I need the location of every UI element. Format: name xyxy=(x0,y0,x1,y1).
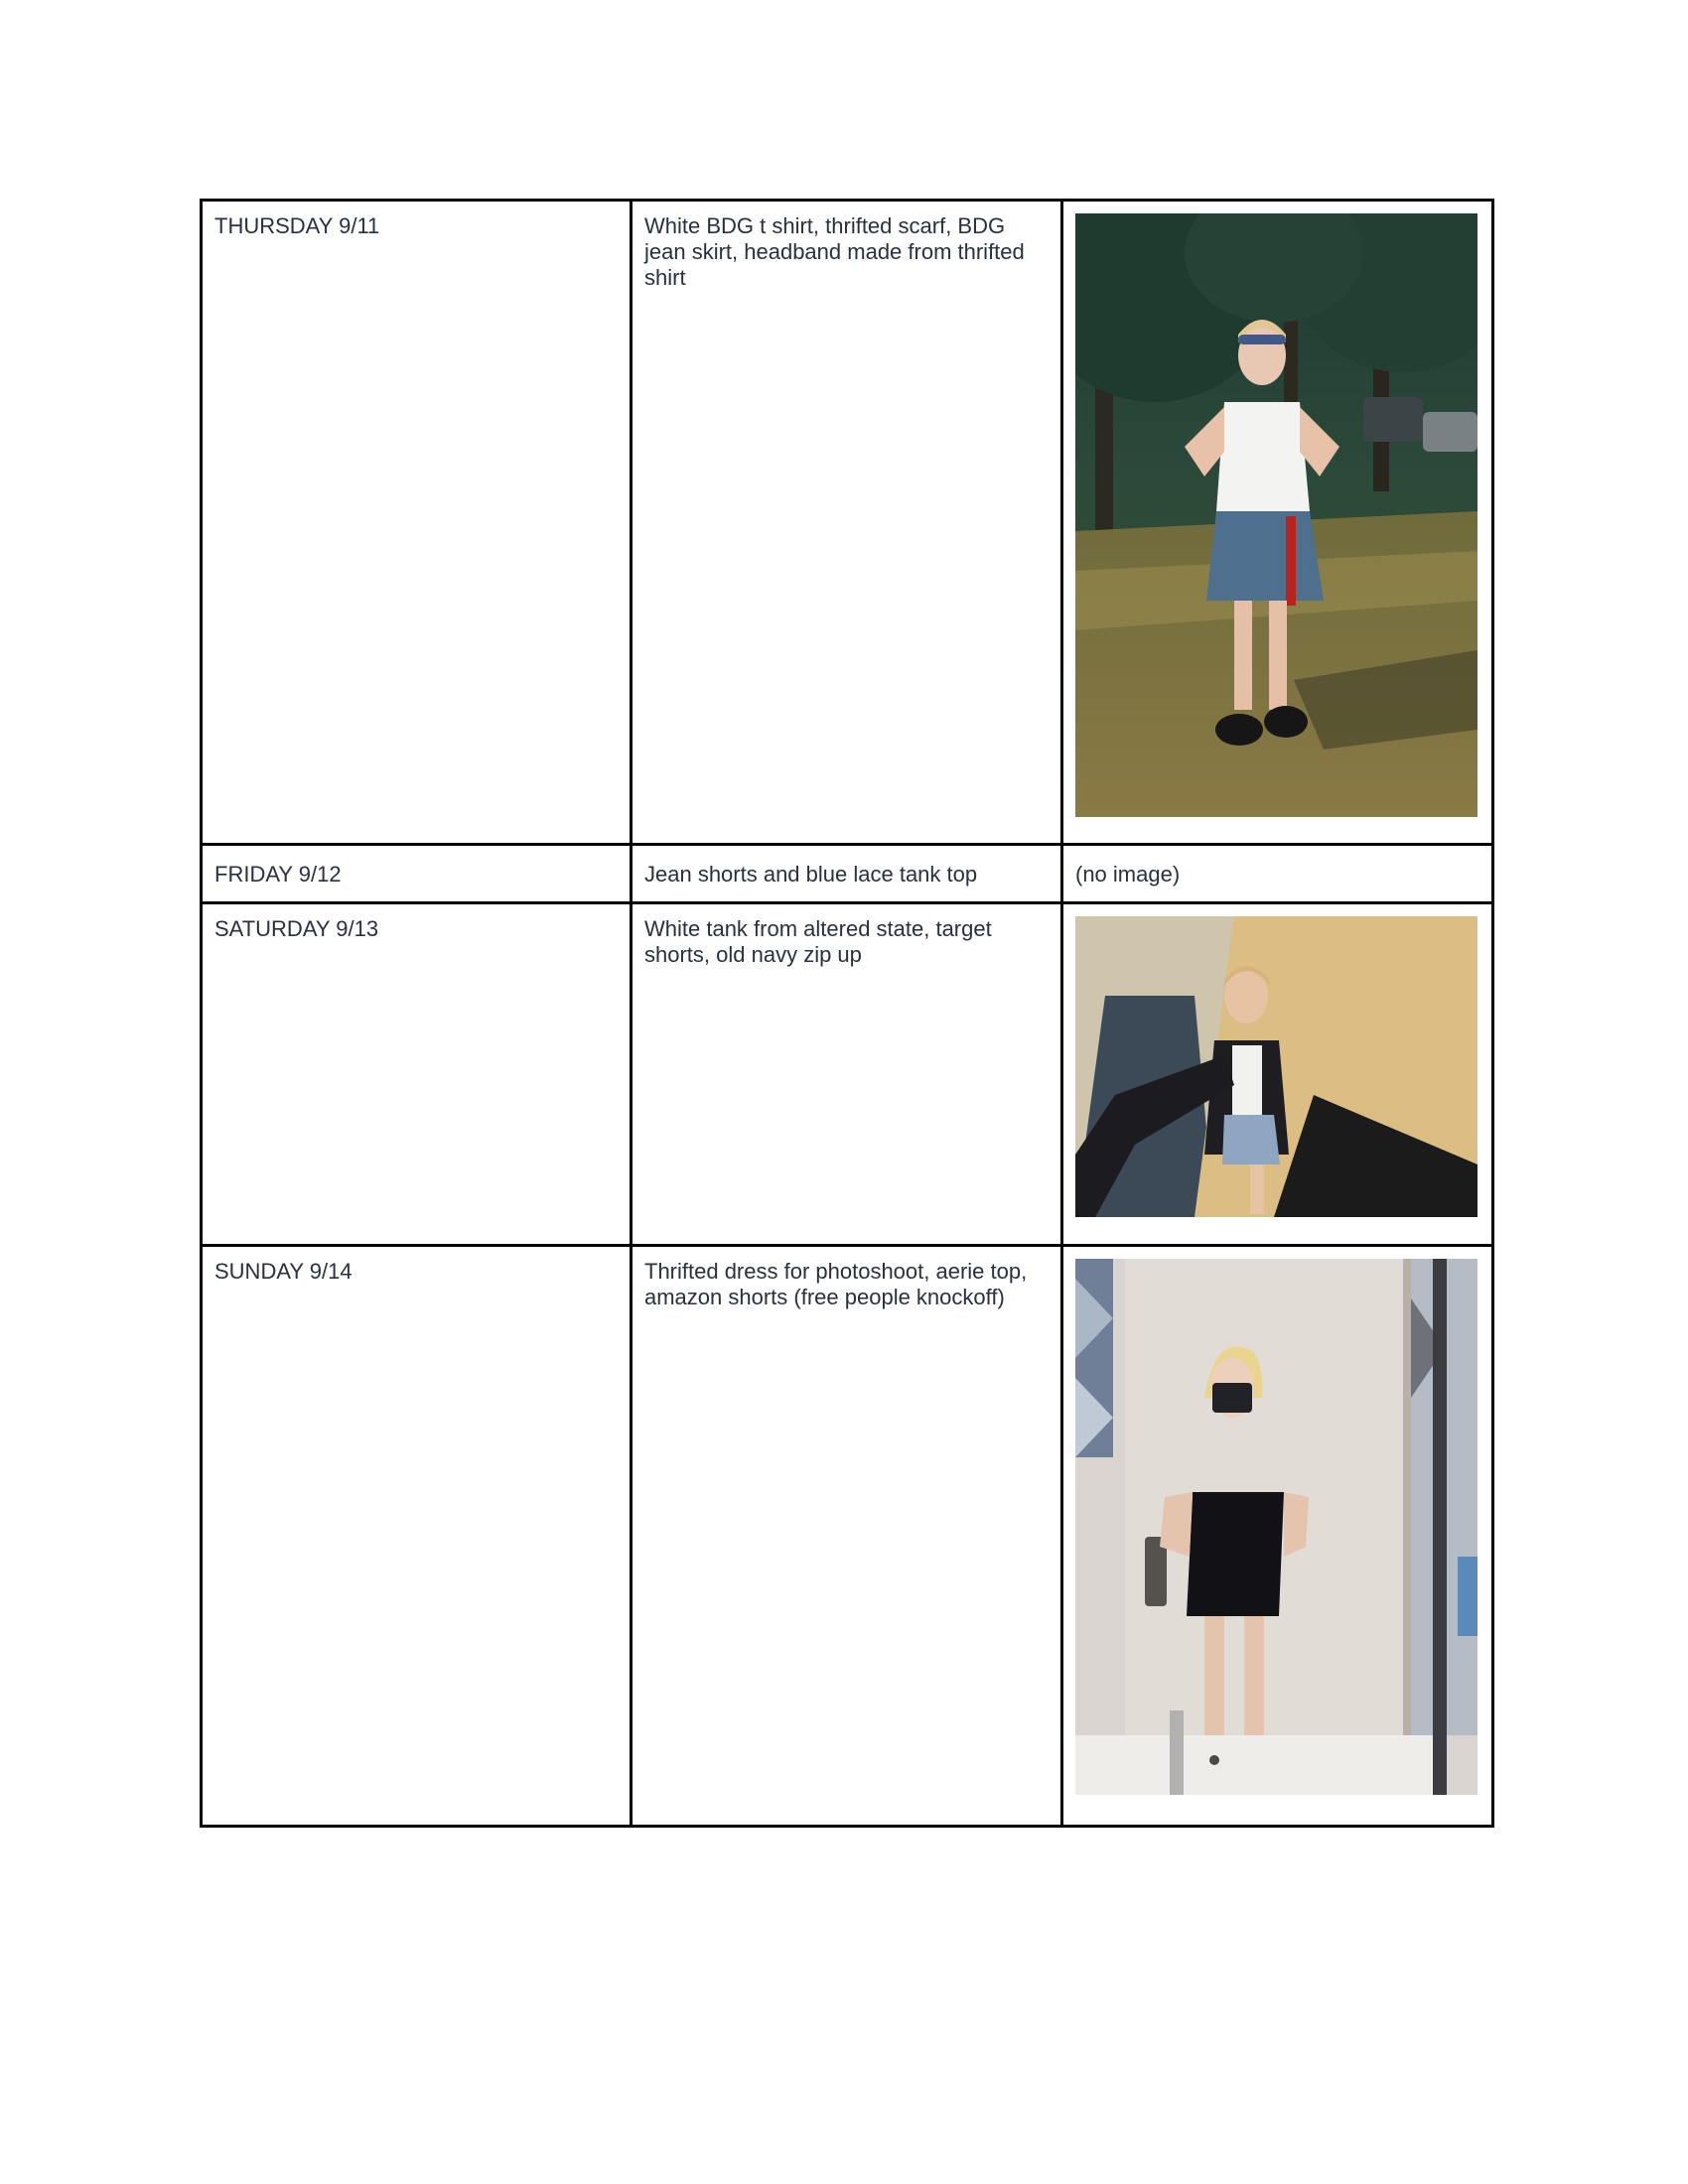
outfit-description-cell: White tank from altered state, target shorts, old navy zip up xyxy=(632,903,1062,1246)
outfit-description-cell: Thrifted dress for photoshoot, aerie top, amazon shorts (free people knockoff) xyxy=(632,1246,1062,1827)
outfit-description-cell: White BDG t shirt, thrifted scarf, BDG jean skirt, headband made from thrifted shirt xyxy=(632,201,1062,845)
table-row xyxy=(202,201,1493,845)
image-cell xyxy=(1062,201,1493,845)
day-cell: SATURDAY 9/13 xyxy=(202,903,632,1246)
table-row xyxy=(202,1246,1493,1827)
outfit-description-cell: Jean shorts and blue lace tank top xyxy=(632,845,1062,903)
day-cell: SUNDAY 9/14 xyxy=(202,1246,632,1827)
day-cell: FRIDAY 9/12 xyxy=(202,845,632,903)
image-cell xyxy=(1062,1246,1493,1827)
day-cell: THURSDAY 9/11 xyxy=(202,201,632,845)
outfit-log-table xyxy=(200,199,1494,1828)
table-row xyxy=(202,903,1493,1246)
image-cell xyxy=(1062,903,1493,1246)
outdoor-outfit-photo xyxy=(1075,213,1477,817)
hallway-selfie-photo xyxy=(1075,916,1477,1217)
mirror-selfie-photo xyxy=(1075,1259,1477,1795)
no-image-cell: (no image) xyxy=(1062,845,1493,903)
table-row xyxy=(202,845,1493,903)
